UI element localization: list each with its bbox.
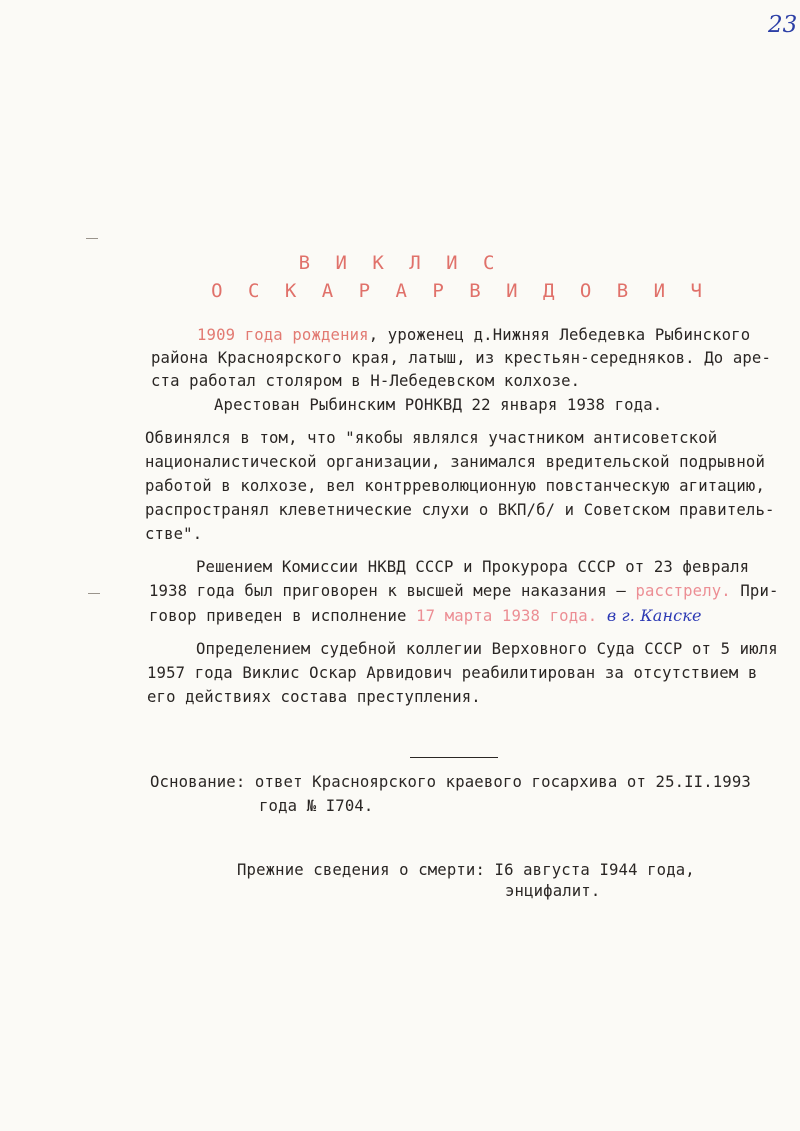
person-surname: В И К Л И С xyxy=(298,252,502,274)
arrest-line: Арестован Рыбинским РОНКВД 22 января 1938 года. xyxy=(214,396,663,414)
basis-line-2: года № I704. xyxy=(259,797,374,815)
execution-text: говор приведен в исполнение xyxy=(149,607,417,625)
execution-date: 17 марта 1938 года. xyxy=(416,607,598,625)
handwritten-place: в г. Канске xyxy=(606,606,702,625)
charge-line-2: националистической организации, занимался вредительской подрывной xyxy=(145,453,765,471)
sentence-line-1: Решением Комиссии НКВД СССР и Прокурора СССР от 23 февраля xyxy=(196,558,750,576)
bio-line-3: ста работал столяром в Н-Лебедевском колхозе. xyxy=(151,372,581,390)
separator-line xyxy=(410,757,498,758)
bio-line-2: района Красноярского края, латыш, из крестьян-середняков. До аре- xyxy=(151,349,771,367)
charge-line-1: Обвинялся в том, что "якобы являлся участником антисоветской xyxy=(145,429,718,447)
sentence-cont: При- xyxy=(730,582,779,600)
execution-word: расстрелу. xyxy=(635,582,731,600)
rehab-line-3: его действиях состава преступления. xyxy=(147,688,481,706)
prior-info-line-2: энцифалит. xyxy=(505,882,601,900)
sentence-line-2 xyxy=(149,582,779,600)
rehab-line-2: 1957 года Виклис Оскар Арвидович реабилитирован за отсутствием в xyxy=(147,664,758,682)
birthplace-text: , уроженец д.Нижняя Лебедевка Рыбинского xyxy=(368,326,751,344)
birth-year-text: 1909 года рождения xyxy=(197,326,369,344)
punch-mark-top xyxy=(86,238,98,239)
sentence-line-3 xyxy=(149,606,702,625)
charge-line-5: стве". xyxy=(145,525,203,543)
rehab-line-1: Определением судебной коллегии Верховного Суда СССР от 5 июля xyxy=(196,640,778,658)
charge-line-4: распространял клеветнические слухи о ВКП/б/ и Советском правитель- xyxy=(145,501,775,519)
bio-line-1 xyxy=(197,326,750,344)
prior-info-line-1: Прежние сведения о смерти: I6 августа I944 года, xyxy=(237,861,695,879)
page-number: 23 xyxy=(768,12,798,38)
basis-line-1: Основание: ответ Красноярского краевого госархива от 25.II.1993 xyxy=(150,773,751,791)
sentence-text: 1938 года был приговорен к высшей мере наказания – xyxy=(149,582,636,600)
charge-line-3: работой в колхозе, вел контрреволюционную повстанческую агитацию, xyxy=(145,477,765,495)
person-given-name: О С К А Р А Р В И Д О В И Ч xyxy=(211,280,709,302)
punch-mark-bottom xyxy=(88,593,100,594)
